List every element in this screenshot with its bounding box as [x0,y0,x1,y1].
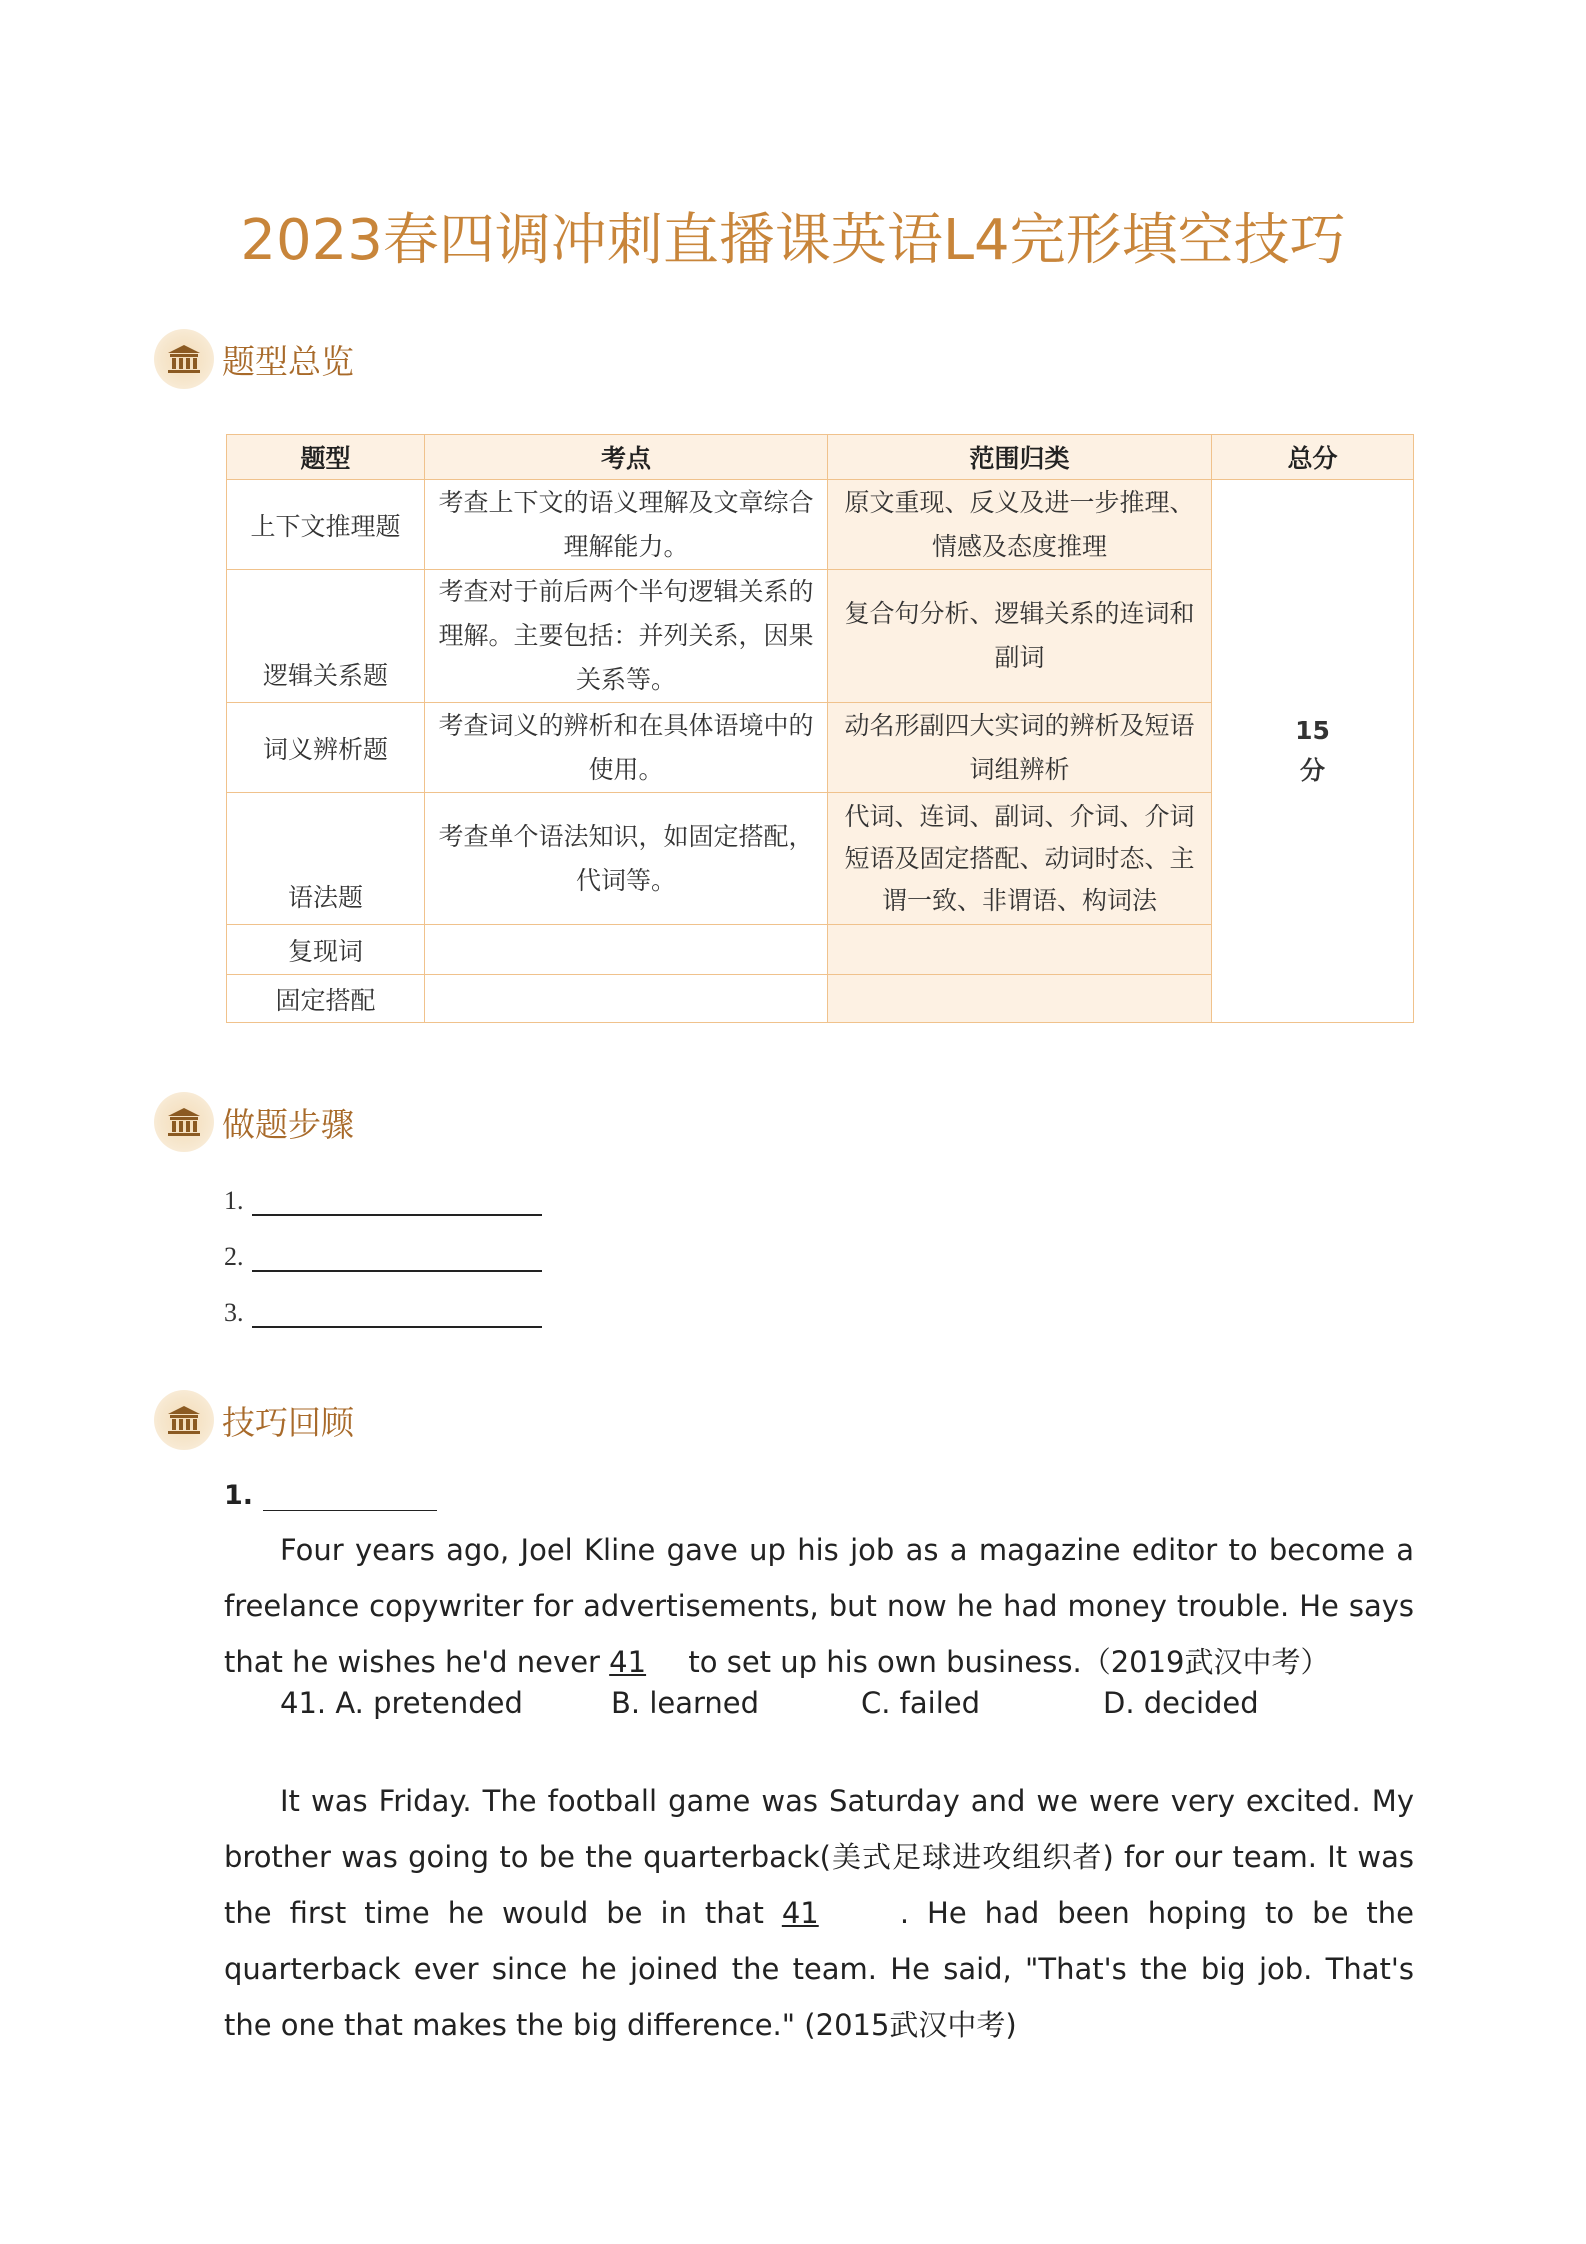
section-header-steps [154,1092,354,1152]
list-item [224,1298,542,1328]
section-title: 技巧回顾 [222,1402,354,1442]
passage-1 [224,1522,1414,1690]
point-cell: 考查词义的辨析和在具体语境中的使用。 [425,703,828,793]
option-c: C. failed [861,1686,981,1720]
answer-line[interactable] [252,1246,542,1272]
page-title: 2023春四调冲刺直播课英语L4完形填空技巧 [240,208,1346,273]
section-header-review [154,1390,354,1450]
passage-2 [224,1773,1414,2053]
table-header-row [227,435,1414,480]
option-b: B. learned [611,1686,760,1720]
section-title: 做题步骤 [222,1104,354,1144]
point-cell [425,975,828,1023]
total-score: 15 [1295,716,1330,745]
type-cell: 逻辑关系题 [227,570,425,703]
answer-line[interactable] [252,1190,542,1216]
scope-cell: 原文重现、反义及进一步推理、情感及态度推理 [828,480,1212,570]
point-cell: 考查上下文的语义理解及文章综合理解能力。 [425,480,828,570]
scope-cell [828,975,1212,1023]
step-number: 3. [224,1298,244,1327]
table-header: 考点 [425,435,828,480]
tip-number: 1. [224,1480,254,1511]
option-d: D. decided [1103,1686,1259,1720]
passage-text: to set up his own business.（2019武汉中考） [688,1645,1330,1679]
passage-text: It was Friday. The football game was Saturday and we were very excited. My brother was going to be the quarterback(美式足球进攻组织者) for our team. It was the first time he would be in that [224,1784,1414,1930]
blank-41[interactable]: 41 [609,1645,647,1679]
scope-cell: 复合句分析、逻辑关系的连词和副词 [828,570,1212,703]
building-icon [154,1390,214,1450]
section-header-overview [154,329,354,389]
blank-41[interactable]: 41 [781,1896,819,1930]
total-score-unit: 分 [1299,756,1325,785]
type-cell: 固定搭配 [227,975,425,1023]
total-score-cell [1212,480,1414,1023]
table-header: 范围归类 [828,435,1212,480]
list-item [224,1242,542,1272]
passage-text: Four years ago, Joel Kline gave up his job as a magazine editor to become a freelance copywriter for advertisements, but now he had money trouble. He says that he wishes he'd never [224,1533,1414,1679]
overview-table [226,434,1414,1023]
scope-cell: 动名形副四大实词的辨析及短语词组辨析 [828,703,1212,793]
scope-cell: 代词、连词、副词、介词、介词短语及固定搭配、动词时态、主谓一致、非谓语、构词法 [828,793,1212,925]
option-a: 41. A. pretended [280,1686,523,1720]
building-icon [154,329,214,389]
point-cell [425,925,828,975]
type-cell: 词义辨析题 [227,703,425,793]
scope-cell [828,925,1212,975]
type-cell: 语法题 [227,793,425,925]
table-row [227,480,1414,570]
tip-answer-line[interactable] [263,1486,437,1511]
answer-line[interactable] [252,1302,542,1328]
point-cell: 考查对于前后两个半句逻辑关系的理解。主要包括：并列关系，因果关系等。 [425,570,828,703]
step-number: 2. [224,1242,244,1271]
list-item [224,1186,542,1216]
section-title: 题型总览 [222,341,354,381]
building-icon [154,1092,214,1152]
tip-heading [224,1480,437,1511]
point-cell: 考查单个语法知识，如固定搭配，代词等。 [425,793,828,925]
table-header: 题型 [227,435,425,480]
type-cell: 上下文推理题 [227,480,425,570]
table-header: 总分 [1212,435,1414,480]
passage-text: . He had been hoping to be the quarterback ever since he joined the team. He said, "That's the big job. That's the one that makes the big difference." (2015武汉中考) [224,1896,1414,2042]
step-number: 1. [224,1186,244,1215]
type-cell: 复现词 [227,925,425,975]
